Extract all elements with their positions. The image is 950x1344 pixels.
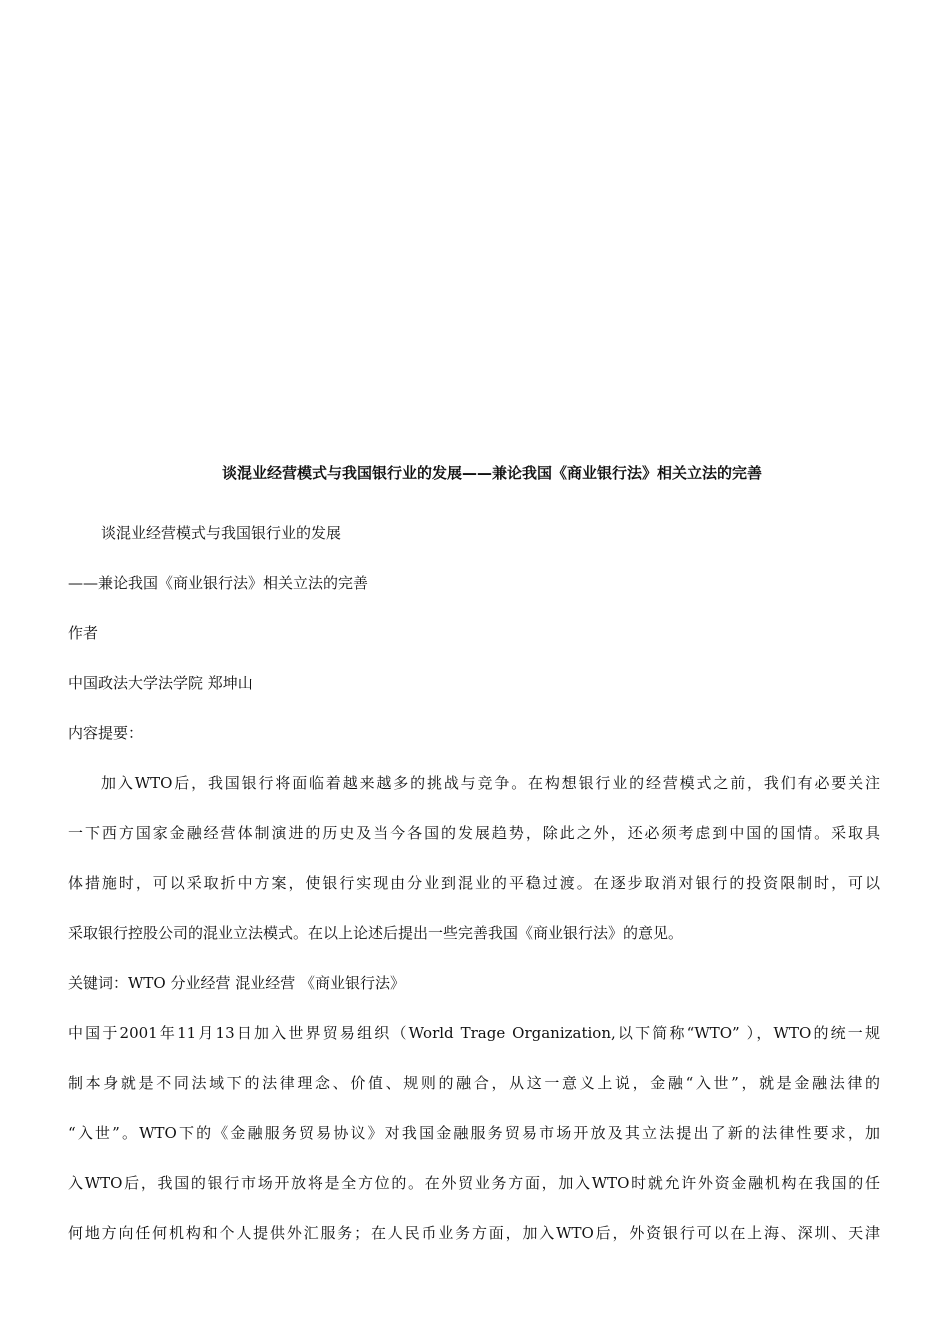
keywords: 关键词：WTO 分业经营 混业经营 《商业银行法》 (68, 974, 406, 992)
abstract-label: 内容提要： (68, 724, 144, 742)
abstract-line: 采取银行控股公司的混业立法模式。在以上论述后提出一些完善我国《商业银行法》的意见。 (68, 924, 684, 942)
abstract-line: 加入WTO后，我国银行将面临着越来越多的挑战与竞争。在构想银行业的经营模式之前，我们有必要关注 (101, 774, 880, 792)
body-paragraph (68, 1022, 880, 1272)
subtitle-line-1: 谈混业经营模式与我国银行业的发展 (101, 524, 342, 542)
author-label: 作者 (68, 624, 99, 642)
body-line: 入WTO后，我国的银行市场开放将是全方位的。在外贸业务方面，加入WTO时就允许外资金融机构在我国的任 (68, 1174, 880, 1192)
abstract-paragraph (68, 772, 880, 972)
body-line: 制本身就是不同法域下的法律理念、价值、规则的融合，从这一意义上说，金融“入世”，就是金融法律的 (68, 1074, 880, 1092)
abstract-line: 一下西方国家金融经营体制演进的历史及当今各国的发展趋势，除此之外，还必须考虑到中国的国情。采取具 (68, 824, 880, 842)
body-line: 中国于2001年11月13日加入世界贸易组织（World Trage Organization,以下简称“WTO” ），WTO的统一规 (68, 1024, 880, 1042)
abstract-line: 体措施时，可以采取折中方案，使银行实现由分业到混业的平稳过渡。在逐步取消对银行的投资限制时，可以 (68, 874, 880, 892)
body-line: 何地方向任何机构和个人提供外汇服务；在人民币业务方面，加入WTO后，外资银行可以在上海、深圳、天津 (68, 1224, 880, 1242)
subtitle-line-2: ——兼论我国《商业银行法》相关立法的完善 (68, 574, 369, 592)
document-body (68, 522, 880, 1272)
body-line: “入世”。WTO下的《金融服务贸易协议》对我国金融服务贸易市场开放及其立法提出了新的法律性要求，加 (68, 1124, 880, 1142)
author-affiliation: 中国政法大学法学院 郑坤山 (68, 674, 253, 692)
document-title: 谈混业经营模式与我国银行业的发展——兼论我国《商业银行法》相关立法的完善 (221, 464, 762, 482)
